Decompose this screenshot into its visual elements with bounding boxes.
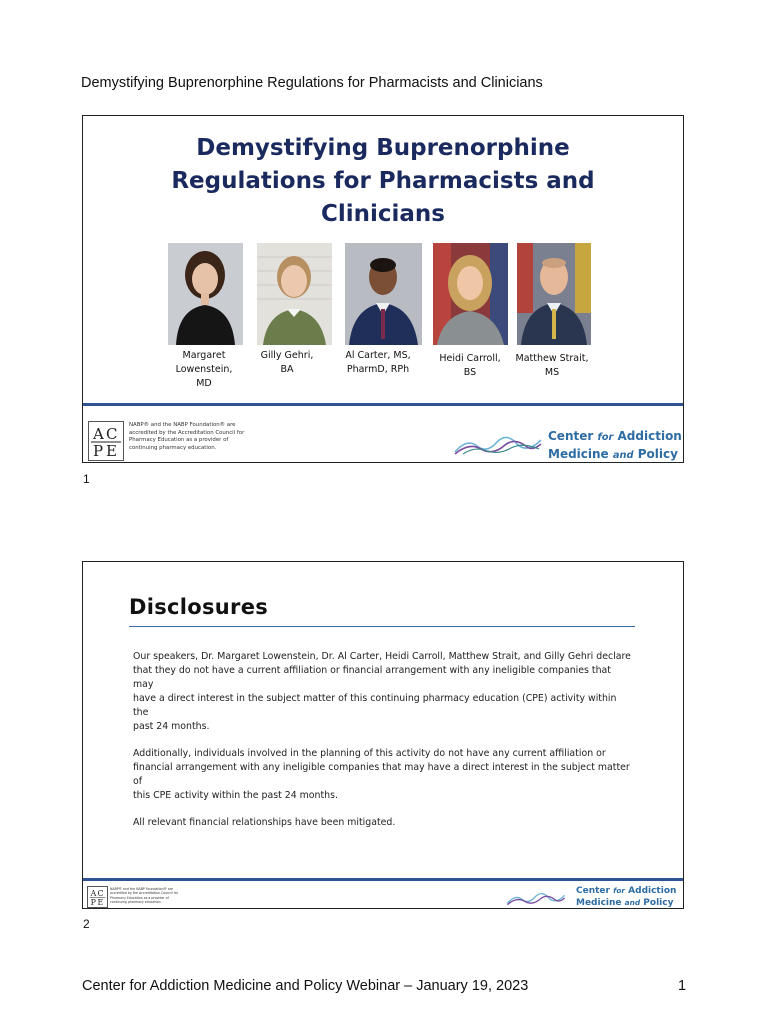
slide-1-title <box>83 132 683 231</box>
text-line: past 24 months. <box>133 721 210 732</box>
caption-line: BS <box>463 367 477 378</box>
svg-text:E: E <box>106 442 117 460</box>
svg-text:A: A <box>93 425 104 443</box>
slide-1 <box>82 115 684 463</box>
logo-word: Medicine <box>548 447 613 461</box>
disclosure-paragraph <box>133 816 633 830</box>
logo-word: Policy <box>640 898 674 908</box>
disclosure-paragraph <box>133 650 633 734</box>
slide-2-title: Disclosures <box>129 595 269 619</box>
footer-rule <box>83 403 683 406</box>
note-line: NABP® and the NABP Foundation® are <box>110 887 173 891</box>
caption-line: MD <box>196 378 212 389</box>
text-line: that they do not have a current affiliation or financial arrangement with any ineligible companies that may <box>133 665 611 690</box>
note-line: Pharmacy Education as a provider of <box>110 895 169 900</box>
note-line: accredited by the Accreditation Council for <box>129 429 245 436</box>
note-line: accredited by the Accreditation Council for <box>110 891 179 896</box>
caption-line: Al Carter, MS, <box>345 350 411 361</box>
text-line: have a direct interest in the subject matter of this continuing pharmacy education (CPE) activity within the <box>133 693 617 718</box>
camp-logo-text <box>576 885 676 909</box>
note-line: continuing pharmacy education. <box>110 900 162 905</box>
speaker-photo-carter <box>345 243 422 345</box>
text-line: this CPE activity within the past 24 months. <box>133 790 338 801</box>
caption-line: Margaret <box>182 350 226 361</box>
camp-wave-icon <box>501 890 571 906</box>
acpe-accreditation-note <box>129 422 244 452</box>
slide-2 <box>82 561 684 909</box>
caption-line: BA <box>280 364 294 375</box>
logo-word: Center <box>548 429 598 443</box>
logo-word: Medicine <box>576 898 625 908</box>
svg-text:P: P <box>93 442 104 460</box>
speaker-photo-lowenstein <box>168 243 243 345</box>
text-line: All relevant financial relationships have been mitigated. <box>133 817 396 828</box>
slide-1-number: 1 <box>83 472 90 486</box>
title-line: Demystifying Buprenorphine <box>196 135 570 161</box>
svg-text:A: A <box>90 888 97 898</box>
speaker-photo-carroll <box>433 243 508 345</box>
speaker-name-carroll <box>425 352 515 380</box>
acpe-logo <box>88 421 124 461</box>
svg-text:P: P <box>90 897 96 907</box>
acpe-logo <box>87 886 108 908</box>
note-line: Pharmacy Education as a provider of <box>129 437 229 443</box>
speaker-name-gehri <box>242 349 332 377</box>
text-line: financial arrangement with any ineligible companies that may have a direct interest in the subject matter of <box>133 762 630 787</box>
speaker-name-strait <box>507 352 597 380</box>
camp-logo-text <box>548 428 682 463</box>
svg-text:E: E <box>97 897 104 907</box>
camp-wave-icon <box>453 432 543 456</box>
caption-line: Matthew Strait, <box>515 353 589 364</box>
slide-2-number: 2 <box>83 917 90 931</box>
logo-word: and <box>612 450 634 461</box>
speaker-photo-strait <box>517 243 591 345</box>
caption-line: Lowenstein, <box>175 364 233 375</box>
title-line: Regulations for Pharmacists and <box>171 168 595 194</box>
note-line: continuing pharmacy education. <box>129 444 217 451</box>
caption-line: PharmD, RPh <box>346 364 410 375</box>
title-line: Clinicians <box>320 201 445 227</box>
speaker-name-lowenstein <box>159 349 249 391</box>
logo-word: Addiction <box>613 429 682 443</box>
note-line: NABP® and the NABP Foundation® are <box>129 422 236 428</box>
disclosure-body <box>133 650 633 843</box>
page-number: 1 <box>678 978 687 994</box>
caption-line: MS <box>544 367 560 378</box>
svg-text:C: C <box>97 888 104 898</box>
text-line: Additionally, individuals involved in the planning of this activity do not have any current affiliation or <box>133 748 606 759</box>
caption-line: Gilly Gehri, <box>260 350 314 361</box>
logo-word: and <box>624 898 641 907</box>
document-footer: Center for Addiction Medicine and Policy Webinar – January 19, 2023 <box>82 978 529 994</box>
title-underline <box>129 626 635 627</box>
footer-rule <box>83 878 683 881</box>
speaker-name-carter <box>333 349 423 377</box>
logo-word: Addiction <box>625 886 677 896</box>
svg-text:C: C <box>106 425 118 443</box>
logo-word: for <box>597 432 614 443</box>
acpe-accreditation-note <box>110 887 178 905</box>
caption-line: Heidi Carroll, <box>439 353 501 364</box>
text-line: Our speakers, Dr. Margaret Lowenstein, Dr. Al Carter, Heidi Carroll, Matthew Strait, and Gilly Gehri declare <box>133 651 631 662</box>
logo-word: Policy <box>633 447 678 461</box>
logo-word: Center <box>576 886 614 896</box>
document-header: Demystifying Buprenorphine Regulations for Pharmacists and Clinicians <box>81 75 543 91</box>
speaker-photo-gehri <box>257 243 332 345</box>
disclosure-paragraph <box>133 747 633 803</box>
logo-word: for <box>613 886 626 895</box>
